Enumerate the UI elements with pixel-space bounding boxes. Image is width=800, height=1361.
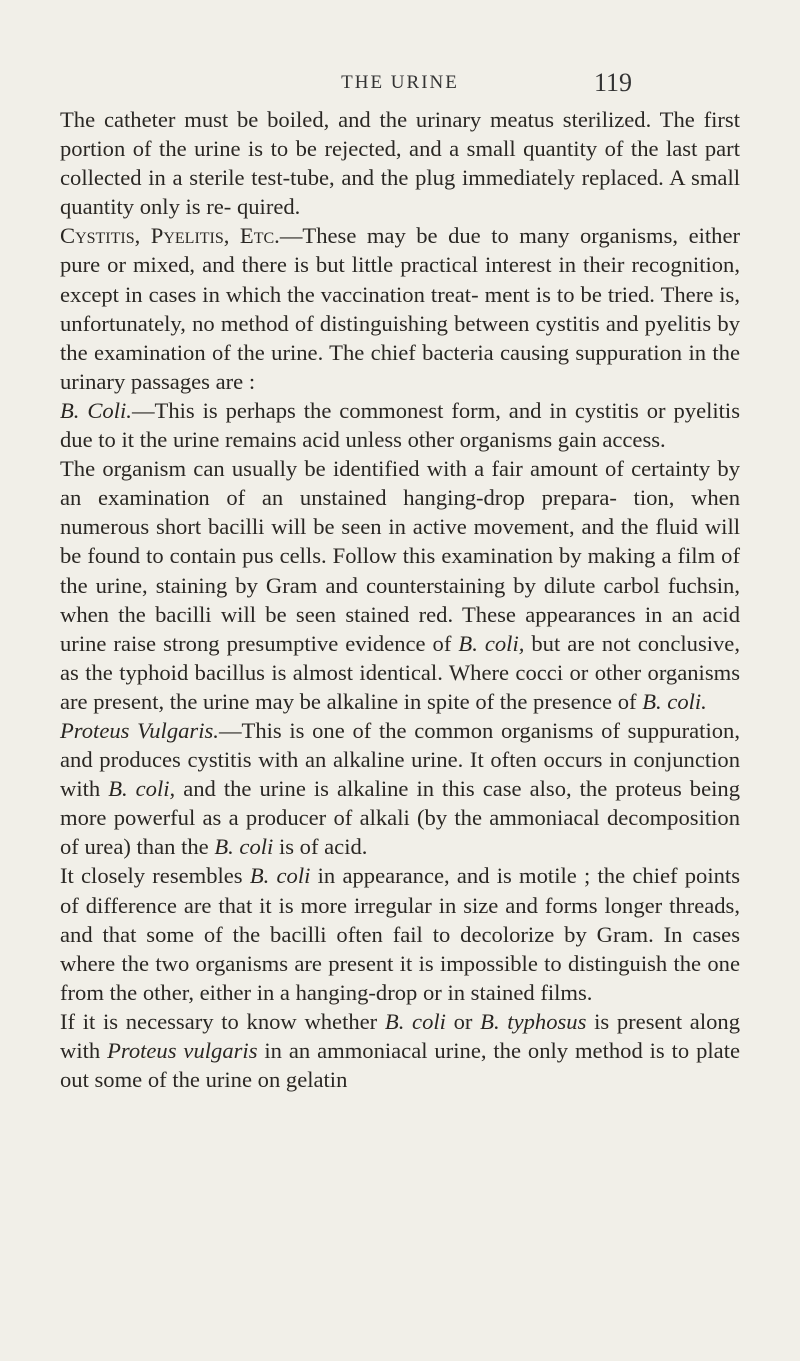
page-number: 119	[593, 68, 632, 97]
paragraph-identification	[60, 454, 740, 716]
paragraph-text: is of acid.	[273, 834, 368, 860]
species-name: B. coli.	[642, 688, 707, 714]
species-name: B. coli	[249, 863, 311, 889]
paragraph-text: —These may be due to many organisms, either pure or mixed, and there is but little practical interest in their recognition, except in cases in which the vaccination treat- ment is to be tried. There is, unfortunately, no method of distinguishing between cystitis and pyelitis by the examination of the urine. The chief bacteria causing suppuration in the urinary passages are :	[60, 223, 741, 394]
species-name: B. typhosus	[480, 1008, 587, 1034]
paragraph-proteus	[60, 716, 740, 861]
body-text	[60, 105, 740, 1094]
paragraph-text: in an ammoniacal urine, the only method is to plate out some of the urine on gelatin	[60, 1038, 740, 1093]
species-name: B. coli	[214, 834, 274, 860]
paragraph-catheter	[60, 105, 740, 221]
paragraph-cystitis	[60, 221, 740, 396]
paragraph-text: in appearance, and is motile ; the chief points of difference are that it is more irregular in size and forms longer threads, and that some of the bacilli often fail to decolorize by Gram. In cases where the two organisms are present it is impossible to distinguish the one from the other, either in a hanging-drop or in stained films.	[60, 863, 740, 1005]
paragraph-text: —This is perhaps the commonest form, and in cystitis or pyelitis due to it the urine remains acid unless other organisms gain access.	[60, 397, 740, 453]
page-header	[0, 68, 800, 108]
paragraph-text: The organism can usually be identified with a fair amount of certainty by an examination of an unstained hanging-drop prepara- tion, when numerous short bacilli will be seen in active movement, and the fluid will be found to contain pus cells. Follow this examination by making a film of the urine, staining by Gram and counterstaining by dilute carbol fuchsin, when the bacilli will be seen stained red. These appearances in an acid urine raise strong presumptive evidence of	[60, 456, 740, 656]
paragraph-text: It closely resembles	[60, 863, 250, 889]
section-heading-proteus: Proteus Vulgaris.	[60, 717, 219, 743]
species-name: B. coli,	[458, 630, 525, 656]
paragraph-b-coli	[60, 396, 740, 454]
section-heading-b-coli: B. Coli.	[60, 397, 132, 423]
paragraph-text: If it is necessary to know whether	[60, 1008, 385, 1034]
paragraph-text: but are not conclusive, as the typhoid bacillus is almost identical. Where cocci or other organisms are present, the urine may be alkaline in spite of the presence of	[60, 630, 740, 714]
paragraph-plating	[60, 1007, 740, 1094]
paragraph-text: and the urine is alkaline in this case also, the proteus being more powerful as a producer of alkali (by the ammoniacal decomposition of urea) than the	[60, 776, 740, 860]
paragraph-resemblance	[60, 861, 740, 1006]
paragraph-text: The catheter must be boiled, and the urinary meatus sterilized. The first portion of the urine is to be rejected, and a small quantity of the last part collected in a sterile test-tube, and the plug immediately replaced. A small quantity only is re- quired.	[60, 107, 740, 220]
running-title: THE URINE	[341, 72, 459, 93]
section-heading-cystitis: Cystitis, Pyelitis, Etc.	[60, 223, 280, 249]
paragraph-text: or	[445, 1008, 481, 1034]
paragraph-text: is present along with	[60, 1008, 740, 1063]
species-name: B. coli,	[108, 776, 176, 802]
species-name: Proteus vulgaris	[107, 1038, 258, 1063]
species-name: B. coli	[384, 1008, 446, 1034]
paragraph-text: —This is one of the common organisms of suppuration, and produces cystitis with an alkaline urine. It often occurs in conjunction with	[60, 717, 740, 802]
